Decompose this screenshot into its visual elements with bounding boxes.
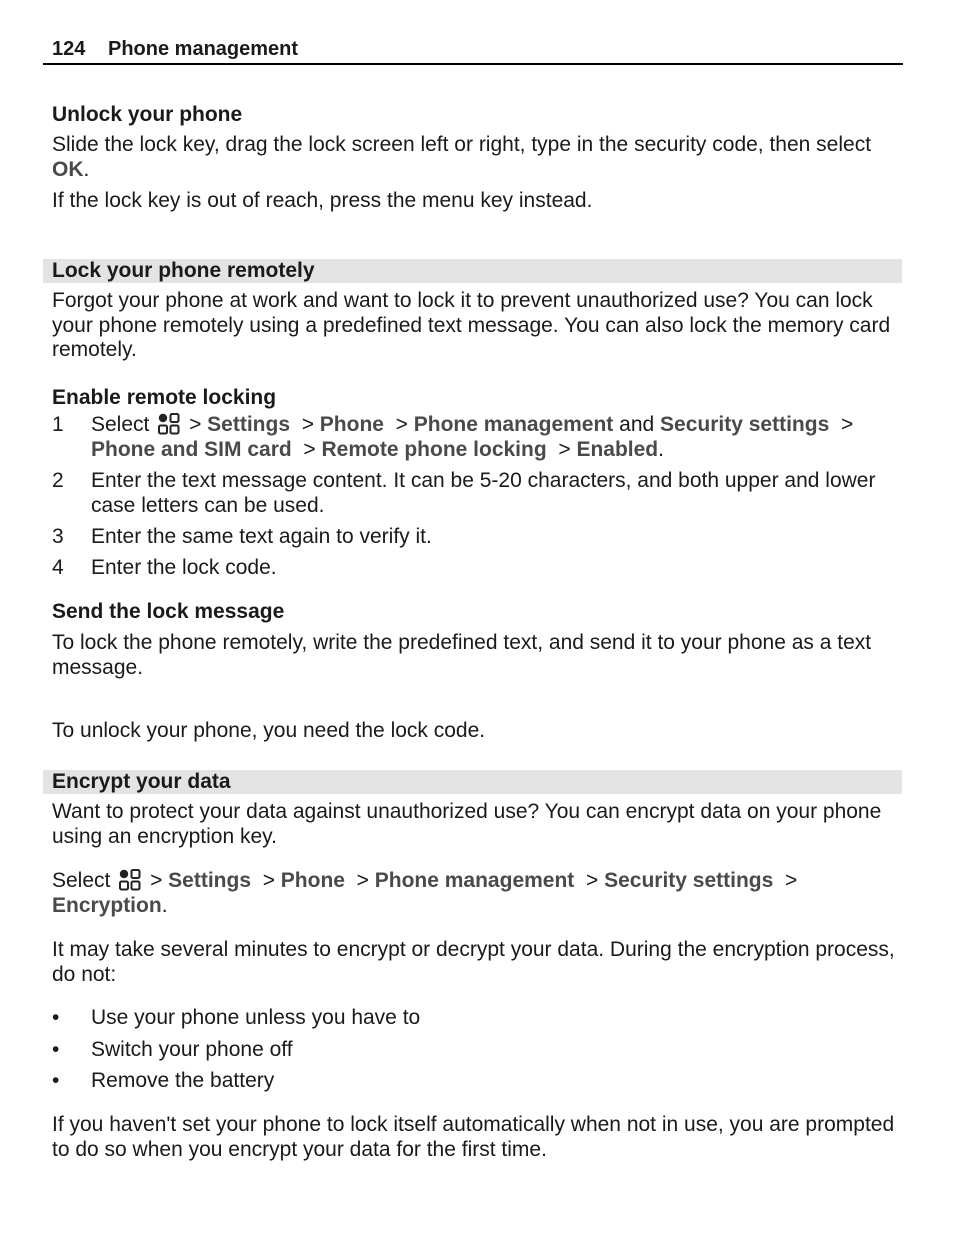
step-number: 4 [52, 556, 64, 579]
ok-label: OK [52, 157, 84, 181]
remote-intro: Forgot your phone at work and want to lock it to prevent unauthorized use? You can lock your phone remotely using a predefined text message. You can also lock the memory card remotely. [52, 289, 891, 361]
step-number: 1 [52, 413, 64, 436]
step-1: Select > Settings > Phone > Phone management and Security settings > Phone and SIM card > Remote phone locking > Enabled. [91, 413, 854, 461]
enable-heading: Enable remote locking [52, 386, 277, 409]
step-number: 3 [52, 525, 64, 548]
step-2: Enter the text message content. It can be 5-20 characters, and both upper and lower case letters can be used. [91, 469, 876, 517]
menu-grid-icon [157, 413, 181, 435]
send-heading: Send the lock message [52, 600, 285, 623]
send-paragraph: To lock the phone remotely, write the predefined text, and send it to your phone as a text message. [52, 631, 872, 679]
section-band-lock-remotely [43, 259, 902, 283]
bullet-item: Use your phone unless you have to [91, 1006, 421, 1029]
menu-grid-icon [118, 869, 142, 891]
section-title: Lock your phone remotely [52, 259, 315, 282]
section-title: Encrypt your data [52, 770, 231, 793]
bullet-marker: • [52, 1006, 60, 1029]
encrypt-select-path: Select > Settings > Phone > Phone management > Security settings > Encryption. [52, 869, 798, 917]
step-number: 2 [52, 469, 64, 492]
encrypt-note: It may take several minutes to encrypt or decrypt your data. During the encryption process, do not: [52, 938, 895, 986]
bullet-item: Remove the battery [91, 1069, 275, 1092]
unlock-menu-key-paragraph: If the lock key is out of reach, press the menu key instead. [52, 189, 593, 212]
page-number: 124 [52, 38, 86, 60]
unlock-note: To unlock your phone, you need the lock code. [52, 719, 486, 742]
final-paragraph: If you haven't set your phone to lock itself automatically when not in use, you are prompted to do so when you encrypt your data for the first time. [52, 1113, 895, 1161]
step-4: Enter the lock code. [91, 556, 277, 579]
bullet-marker: • [52, 1038, 60, 1061]
chapter-title: Phone management [108, 38, 299, 60]
bullet-marker: • [52, 1069, 60, 1092]
unlock-paragraph: Slide the lock key, drag the lock screen left or right, type in the security code, then select OK. [52, 133, 872, 181]
encrypt-intro: Want to protect your data against unauthorized use? You can encrypt data on your phone using an encryption key. [52, 800, 882, 848]
page-header [43, 36, 903, 65]
step-3: Enter the same text again to verify it. [91, 525, 432, 548]
bullet-item: Switch your phone off [91, 1038, 293, 1061]
section-band-encrypt [43, 770, 902, 794]
unlock-heading: Unlock your phone [52, 103, 243, 126]
